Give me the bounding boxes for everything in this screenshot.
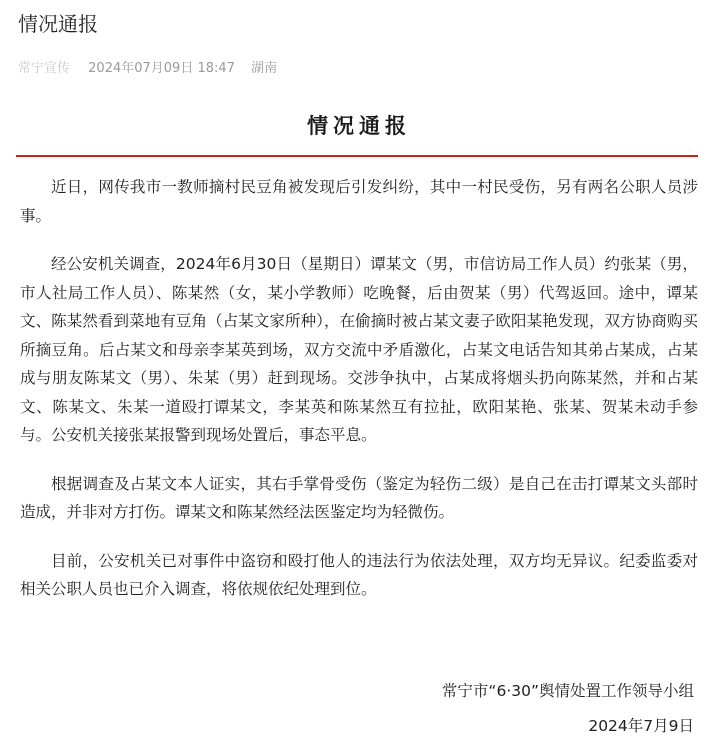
notice-paragraph: 目前，公安机关已对事件中盗窃和殴打他人的违法行为依法处理，双方均无异议。纪委监委对相关公职人员也已介入调查，将依规依纪处理到位。 (20, 551, 698, 598)
source-link[interactable]: 常宁宣传 (18, 61, 71, 76)
red-divider (16, 155, 698, 157)
page-header (18, 8, 698, 78)
notice-paragraph: 近日，网传我市一教师摘村民豆角被发现后引发纠纷，其中一村民受伤，另有两名公职人员涉事。 (20, 178, 698, 225)
page-title: 情况通报 (18, 12, 98, 36)
signature-date: 2024年7月9日 (588, 717, 694, 735)
notice-body (20, 173, 698, 624)
notice-title: 情况通报 (307, 114, 411, 138)
publish-location: 湖南 (251, 61, 278, 76)
signature-block (442, 674, 694, 744)
signature-org: 常宁市“6·30”舆情处置工作领导小组 (441, 682, 694, 700)
notice-paragraph: 根据调查及占某文本人证实，其右手掌骨受伤（鉴定为轻伤二级）是自己在击打谭某文头部时造成，并非对方打伤。谭某文和陈某然经法医鉴定均为轻微伤。 (20, 474, 698, 521)
article-meta (18, 60, 698, 78)
notice-paragraph: 经公安机关调查，2024年6月30日（星期日）谭某文（男，市信访局工作人员）约张某（男，市人社局工作人员）、陈某然（女，某小学教师）吃晚餐，后由贺某（男）代驾返回。途中，谭某文、陈某然看到菜地有豆角（占某文家所种），在偷摘时被占某文妻子欧阳某艳发现，双方协商购买所摘豆角。后占某文和母亲李某英到场，双方交流中矛盾激化，占某文电话告知其弟占某成，占某成与朋友陈某文（男）、朱某（男）赶到现场。交涉争执中，占某成将烟头扔向陈某然，并和占某文、陈某文、朱某一道殴打谭某文，李某英和陈某然互有拉扯，欧阳某艳、张某、贺某未动手参与。公安机关接张某报警到现场处置后，事态平息。 (20, 255, 698, 444)
publish-time: 2024年07月09日 18:47 (88, 61, 235, 76)
